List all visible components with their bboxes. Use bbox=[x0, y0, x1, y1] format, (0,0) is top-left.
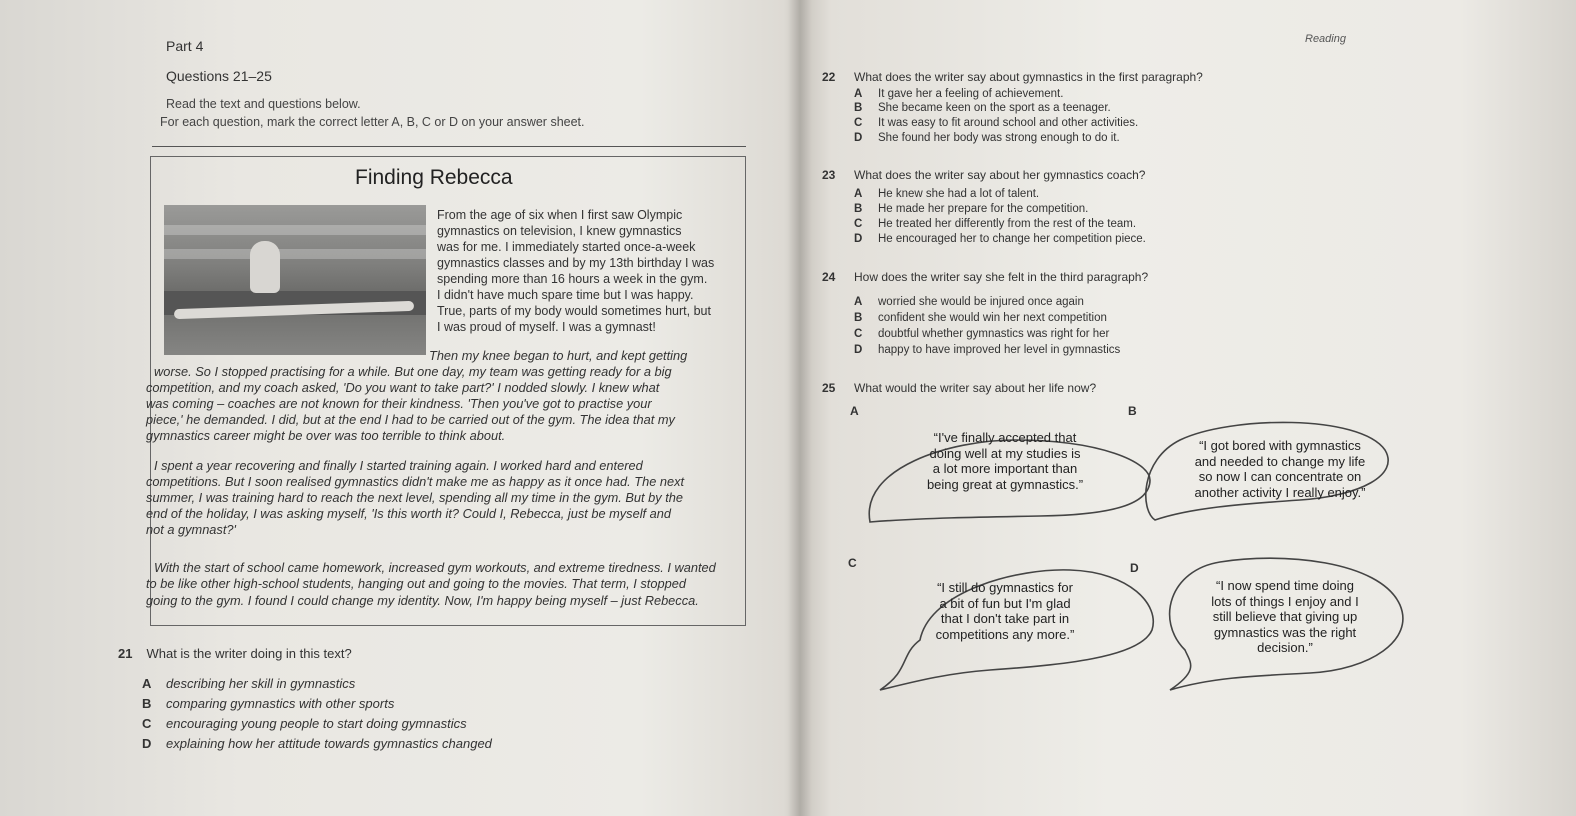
gymnast-photo bbox=[164, 205, 426, 355]
para3-line: I spent a year recovering and finally I started training again. I worked hard and entered bbox=[154, 458, 643, 473]
story-title: Finding Rebecca bbox=[355, 166, 513, 189]
para1-line: gymnastics on television, I knew gymnastics bbox=[437, 224, 682, 238]
para1-line: I was proud of myself. I was a gymnast! bbox=[437, 320, 656, 334]
bubble-b-letter[interactable]: B bbox=[1128, 404, 1137, 418]
para3-line: competitions. But I soon realised gymnastics didn't make me as happy as it once had. The next bbox=[146, 474, 685, 489]
para3-line: not a gymnast?' bbox=[146, 522, 236, 537]
bubble-a-letter[interactable]: A bbox=[850, 404, 859, 418]
q22-option-d[interactable]: D She found her body was strong enough to do it. bbox=[854, 132, 1120, 144]
part-heading: Part 4 bbox=[166, 38, 204, 54]
q21-option-b[interactable]: B comparing gymnastics with other sports bbox=[142, 696, 395, 711]
para2-line: worse. So I stopped practising for a while. But one day, my team was getting ready for a big bbox=[154, 364, 672, 379]
section-header: Reading bbox=[1305, 33, 1346, 45]
q24-option-c[interactable]: C doubtful whether gymnastics was right for her bbox=[854, 328, 1110, 340]
question-23: 23 What does the writer say about her gymnastics coach? bbox=[822, 168, 1146, 182]
para2-line: Then my knee began to hurt, and kept getting bbox=[429, 348, 688, 363]
q23-option-c[interactable]: C He treated her differently from the rest of the team. bbox=[854, 218, 1137, 230]
bubble-d-text: “I now spend time doing lots of things I enjoy and I still believe that giving up gymnastics was the right decision.” bbox=[1211, 578, 1359, 655]
q21-option-d[interactable]: D explaining how her attitude towards gymnastics changed bbox=[142, 736, 492, 751]
q23-option-b[interactable]: B He made her prepare for the competition. bbox=[854, 203, 1089, 215]
para4-line: going to the gym. I found I could change my identity. Now, I'm happy being myself – just Rebecca. bbox=[146, 593, 699, 608]
q23-option-a[interactable]: A He knew she had a lot of talent. bbox=[854, 188, 1040, 200]
para1-line: True, parts of my body would sometimes hurt, but bbox=[437, 304, 711, 318]
para1-line: I didn't have much spare time but I was happy. bbox=[437, 288, 694, 302]
book-gutter bbox=[788, 0, 812, 816]
question-24: 24 How does the writer say she felt in the third paragraph? bbox=[822, 270, 1149, 284]
instruction-mark: For each question, mark the correct letter A, B, C or D on your answer sheet. bbox=[160, 115, 585, 129]
question-text: What is the writer doing in this text? bbox=[146, 646, 352, 661]
para1-line: gymnastics classes and by my 13th birthday I was bbox=[437, 256, 715, 270]
bubble-a-text: “I've finally accepted that doing well at my studies is a lot more important than being great at gymnastics.” bbox=[926, 430, 1084, 492]
para2-line: was coming – coaches are not known for their kindness. 'Then you've got to practise your bbox=[146, 396, 652, 411]
q22-option-b[interactable]: B She became keen on the sport as a teenager. bbox=[854, 102, 1111, 114]
q24-option-a[interactable]: A worried she would be injured once again bbox=[854, 296, 1084, 308]
q21-option-c[interactable]: C encouraging young people to start doing gymnastics bbox=[142, 716, 467, 731]
para2-line: piece,' he demanded. I did, but at the end I had to be carried out of the gym. The idea that my bbox=[146, 412, 675, 427]
q22-option-c[interactable]: C It was easy to fit around school and other activities. bbox=[854, 117, 1139, 129]
bubble-c-text: “I still do gymnastics for a bit of fun but I'm glad that I don't take part in competitions any more.” bbox=[935, 580, 1075, 642]
divider bbox=[152, 146, 746, 147]
q24-option-d[interactable]: D happy to have improved her level in gymnastics bbox=[854, 344, 1121, 356]
para1-line: was for me. I immediately started once-a-week bbox=[437, 240, 696, 254]
para2-line: competition, and my coach asked, 'Do you want to take part?' I nodded slowly. I knew what bbox=[146, 380, 660, 395]
question-number: 21 bbox=[118, 646, 133, 661]
question-21 bbox=[118, 646, 352, 661]
para3-line: summer, I was training hard to reach the next level, spending all my time in the gym. But by the bbox=[146, 490, 684, 505]
bubble-b-text: “I got bored with gymnastics and needed to change my life so now I can concentrate on another activity I really enjoy.” bbox=[1194, 438, 1366, 500]
para2-line: gymnastics career might be over was too terrible to think about. bbox=[146, 428, 506, 443]
q22-option-a[interactable]: A It gave her a feeling of achievement. bbox=[854, 88, 1064, 100]
q21-option-a[interactable]: A describing her skill in gymnastics bbox=[142, 676, 356, 691]
para4-line: to be like other high-school students, hanging out and going to the movies. That term, I stopped bbox=[146, 576, 686, 591]
para3-line: end of the holiday, I was asking myself, 'Is this worth it? Could I, Rebecca, just be myself and bbox=[146, 506, 671, 521]
q24-option-b[interactable]: B confident she would win her next competition bbox=[854, 312, 1107, 324]
questions-range: Questions 21–25 bbox=[166, 68, 272, 84]
question-22: 22 What does the writer say about gymnastics in the first paragraph? bbox=[822, 70, 1203, 84]
question-25: 25 What would the writer say about her life now? bbox=[822, 381, 1097, 395]
para4-line: With the start of school came homework, increased gym workouts, and extreme tiredness. I wanted bbox=[154, 560, 716, 575]
para1-line: From the age of six when I first saw Olympic bbox=[437, 208, 683, 222]
bubble-d-letter[interactable]: D bbox=[1130, 561, 1139, 575]
bubble-c-letter[interactable]: C bbox=[848, 556, 857, 570]
para1-line: spending more than 16 hours a week in the gym. bbox=[437, 272, 708, 286]
instruction-read: Read the text and questions below. bbox=[166, 97, 361, 111]
q23-option-d[interactable]: D He encouraged her to change her competition piece. bbox=[854, 233, 1146, 245]
